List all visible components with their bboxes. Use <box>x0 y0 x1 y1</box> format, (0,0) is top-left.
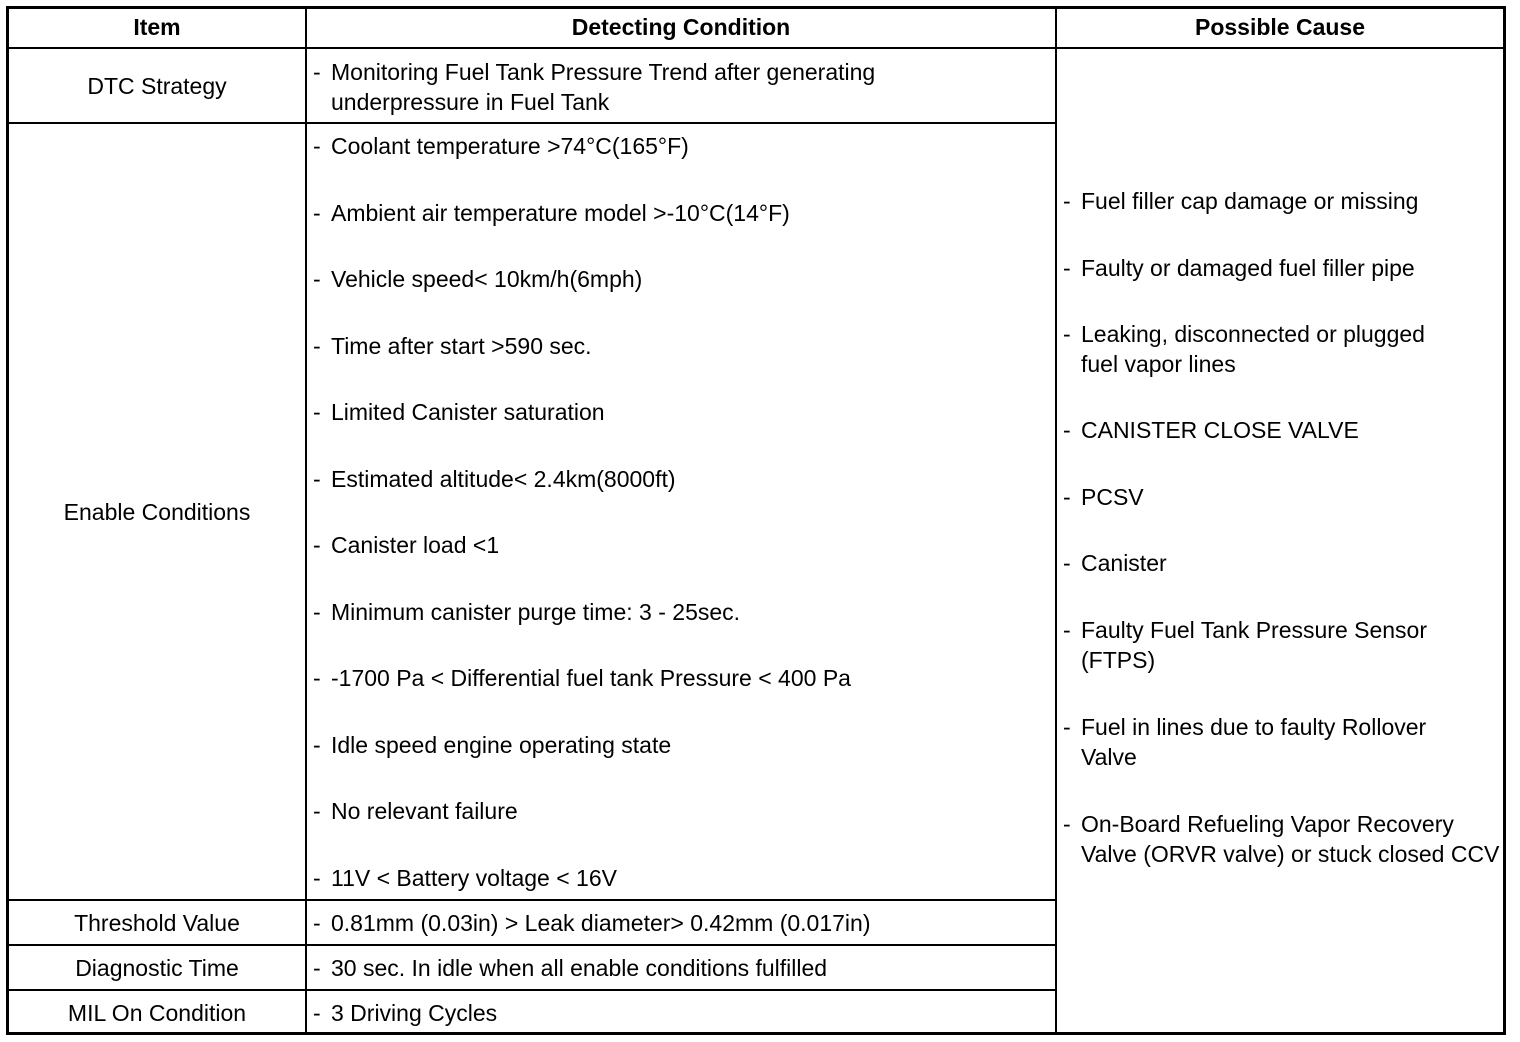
enable-condition: - Vehicle speed< 10km/h(6mph) <box>313 266 643 292</box>
enable-condition: - Limited Canister saturation <box>313 399 605 425</box>
item-threshold-value: Threshold Value <box>74 910 240 936</box>
item-enable-conditions: Enable Conditions <box>63 499 251 525</box>
enable-condition: - 11V < Battery voltage < 16V <box>313 865 617 891</box>
enable-condition: - Ambient air temperature model >-10°C(14°F) <box>313 200 790 226</box>
row-divider-3 <box>6 944 1056 946</box>
condition-diagnostic-time: - 30 sec. In idle when all enable conditions fulfilled <box>313 955 828 981</box>
possible-cause: - On-Board Refueling Vapor Recovery Valve (ORVR valve) or stuck closed CCV <box>1063 811 1500 867</box>
enable-condition: - No relevant failure <box>313 798 518 824</box>
item-mil-on-condition: MIL On Condition <box>67 1000 247 1026</box>
enable-condition: - Coolant temperature >74°C(165°F) <box>313 133 689 159</box>
possible-cause: - Faulty Fuel Tank Pressure Sensor (FTPS) <box>1063 617 1428 673</box>
possible-cause: - Fuel in lines due to faulty Rollover Valve <box>1063 714 1427 770</box>
enable-condition: - Minimum canister purge time: 3 - 25sec. <box>313 599 741 625</box>
header-possible-cause: Possible Cause <box>1194 14 1366 40</box>
row-divider-4 <box>6 989 1056 991</box>
row-divider-2 <box>6 899 1056 901</box>
header-detecting-condition: Detecting Condition <box>571 14 791 40</box>
row-divider-1 <box>6 122 1056 124</box>
enable-condition: - Time after start >590 sec. <box>313 333 592 359</box>
possible-cause: - Fuel filler cap damage or missing <box>1063 188 1419 214</box>
possible-cause: - Leaking, disconnected or plugged fuel vapor lines <box>1063 321 1425 377</box>
possible-cause: - Canister <box>1063 550 1167 576</box>
header-divider <box>6 47 1506 49</box>
item-diagnostic-time: Diagnostic Time <box>75 955 239 981</box>
possible-cause: - PCSV <box>1063 484 1144 510</box>
condition-threshold-value: - 0.81mm (0.03in) > Leak diameter> 0.42mm (0.017in) <box>313 910 871 936</box>
enable-condition: - Canister load <1 <box>313 532 500 558</box>
possible-cause: - Faulty or damaged fuel filler pipe <box>1063 255 1415 281</box>
column-divider-1 <box>305 6 307 1035</box>
enable-condition: - Idle speed engine operating state <box>313 732 672 758</box>
possible-cause: - CANISTER CLOSE VALVE <box>1063 417 1359 443</box>
header-item: Item <box>133 14 181 40</box>
item-dtc-strategy: DTC Strategy <box>87 73 227 99</box>
column-divider-2 <box>1055 6 1057 1035</box>
condition-dtc-strategy: - Monitoring Fuel Tank Pressure Trend after generating underpressure in Fuel Tank <box>313 59 876 115</box>
enable-condition: - -1700 Pa < Differential fuel tank Pressure < 400 Pa <box>313 665 851 691</box>
condition-mil-on: - 3 Driving Cycles <box>313 1000 498 1026</box>
enable-condition: - Estimated altitude< 2.4km(8000ft) <box>313 466 676 492</box>
